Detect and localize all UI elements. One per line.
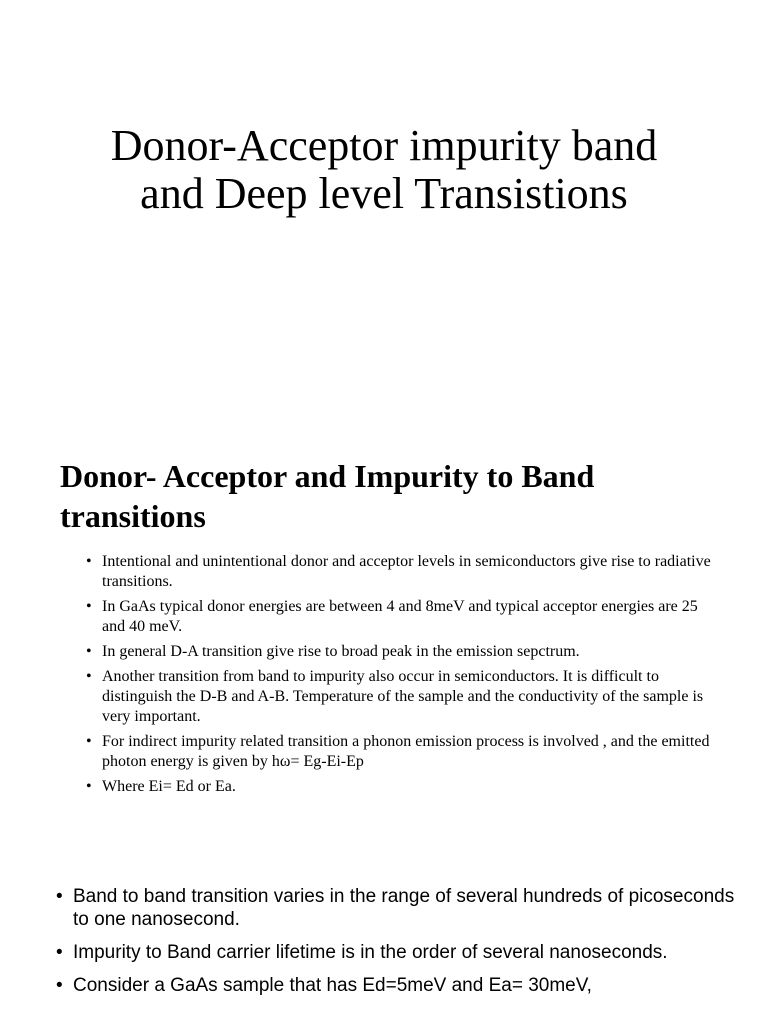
bullet-text: Another transition from band to impurity also occur in semiconductors. It is difficult to distinguish the D-B and A-B. Temperature of the sample and the conductivity of the sample is very important. (102, 668, 704, 725)
list-item (56, 885, 736, 931)
bullet-text: In general D-A transition give rise to broad peak in the emission sepctrum. (102, 643, 580, 660)
slide2-heading-line-1: Donor- Acceptor and Impurity to Band (60, 458, 595, 494)
bullet-icon: • (86, 733, 92, 750)
list-item (84, 777, 724, 797)
list-item (84, 597, 724, 637)
title-line-1: Donor-Acceptor impurity band (110, 121, 658, 170)
list-item (84, 732, 724, 772)
bullet-icon: • (86, 778, 92, 795)
bullet-text: Intentional and unintentional donor and acceptor levels in semiconductors give rise to radiative transitions. (102, 553, 711, 590)
bullet-icon: • (86, 553, 92, 570)
list-item (56, 941, 736, 964)
slide-title-heading (40, 122, 728, 218)
list-item (84, 552, 724, 592)
slide-title (0, 0, 768, 432)
bullet-icon: • (86, 643, 92, 660)
slide2-bullet-list (84, 552, 724, 802)
bullet-text: Consider a GaAs sample that has Ed=5meV and Ea= 30meV, (73, 975, 592, 996)
bullet-text: Where Ei= Ed or Ea. (102, 778, 236, 795)
slide2-heading-line-2: transitions (60, 498, 206, 534)
title-line-2: and Deep level Transistions (140, 169, 628, 218)
bullet-text: Band to band transition varies in the range of several hundreds of picoseconds to one nanosecond. (73, 886, 735, 930)
slide2-heading (60, 456, 740, 536)
slide3-bullet-list (56, 885, 736, 1007)
bullet-icon: • (56, 886, 63, 907)
bullet-text: For indirect impurity related transition a phonon emission process is involved , and the emitted photon energy is given by hω= Eg-Ei-Ep (102, 733, 710, 770)
bullet-icon: • (56, 942, 63, 963)
list-item (84, 642, 724, 662)
bullet-icon: • (56, 975, 63, 996)
bullet-text: In GaAs typical donor energies are between 4 and 8meV and typical acceptor energies are 25 and 40 meV. (102, 598, 698, 635)
list-item (56, 974, 736, 997)
bullet-icon: • (86, 668, 92, 685)
bullet-text: Impurity to Band carrier lifetime is in the order of several nanoseconds. (73, 942, 668, 963)
bullet-icon: • (86, 598, 92, 615)
list-item (84, 667, 724, 727)
